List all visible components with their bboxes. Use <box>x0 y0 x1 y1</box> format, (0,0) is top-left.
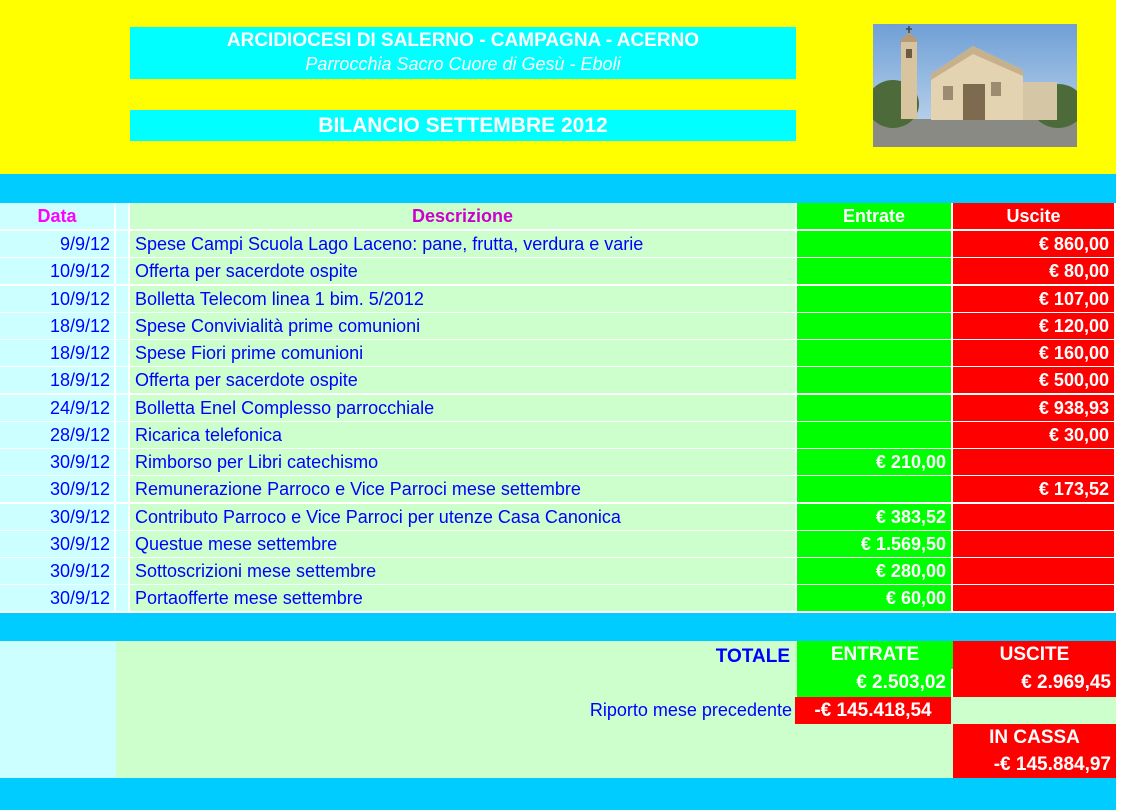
table-row <box>0 231 1116 258</box>
title-box <box>130 27 796 79</box>
row-description: Sottoscrizioni mese settembre <box>130 558 797 585</box>
row-income: € 383,52 <box>797 504 953 531</box>
row-income <box>797 231 953 258</box>
income-total-label: ENTRATE <box>797 641 953 669</box>
row-description: Bolletta Telecom linea 1 bim. 5/2012 <box>130 286 797 313</box>
row-expense <box>953 449 1116 476</box>
row-date: 30/9/12 <box>0 558 116 585</box>
row-description: Contributo Parroco e Vice Parroci per utenze Casa Canonica <box>130 504 797 531</box>
row-income <box>797 422 953 449</box>
table-row <box>0 504 1116 531</box>
table-row <box>0 367 1116 394</box>
spacer-cell <box>116 504 130 531</box>
row-expense <box>953 585 1116 612</box>
cash-value: -€ 145.884,97 <box>953 751 1116 778</box>
row-expense: € 173,52 <box>953 476 1116 503</box>
row-date: 9/9/12 <box>0 231 116 258</box>
table-row <box>0 313 1116 340</box>
row-description: Portaofferte mese settembre <box>130 585 797 612</box>
carry-over-label: Riporto mese precedente <box>589 700 792 720</box>
row-expense: € 860,00 <box>953 231 1116 258</box>
cash-label: IN CASSA <box>953 724 1116 751</box>
table-row <box>0 585 1116 612</box>
spacer-cell <box>116 449 130 476</box>
row-income <box>797 476 953 503</box>
row-income <box>797 340 953 367</box>
expense-total-value: € 2.969,45 <box>953 669 1116 697</box>
row-date: 30/9/12 <box>0 504 116 531</box>
table-row <box>0 558 1116 585</box>
row-description: Spese Fiori prime comunioni <box>130 340 797 367</box>
row-date: 18/9/12 <box>0 313 116 340</box>
row-date: 30/9/12 <box>0 449 116 476</box>
row-description: Offerta per sacerdote ospite <box>130 258 797 285</box>
row-expense: € 938,93 <box>953 395 1116 422</box>
row-description: Offerta per sacerdote ospite <box>130 367 797 394</box>
spacer-cell <box>116 558 130 585</box>
spacer-cell <box>116 585 130 612</box>
spacer-cell <box>116 286 130 313</box>
row-date: 24/9/12 <box>0 395 116 422</box>
spacer-cell <box>116 258 130 285</box>
row-date: 28/9/12 <box>0 422 116 449</box>
row-date: 30/9/12 <box>0 531 116 558</box>
row-expense: € 80,00 <box>953 258 1116 285</box>
row-date: 18/9/12 <box>0 367 116 394</box>
row-income: € 280,00 <box>797 558 953 585</box>
report-title: BILANCIO SETTEMBRE 2012 <box>130 110 796 141</box>
income-total-value: € 2.503,02 <box>797 669 953 697</box>
col-description-header: Descrizione <box>130 203 797 230</box>
table-header-row <box>0 203 1116 230</box>
row-date: 30/9/12 <box>0 476 116 503</box>
row-income <box>797 313 953 340</box>
row-income <box>797 367 953 394</box>
summary-left-area <box>0 641 116 778</box>
row-description: Remunerazione Parroco e Vice Parroci mese settembre <box>130 476 797 503</box>
table-row <box>0 258 1116 285</box>
table-row <box>0 286 1116 313</box>
row-description: Ricarica telefonica <box>130 422 797 449</box>
row-date: 10/9/12 <box>0 286 116 313</box>
row-expense: € 500,00 <box>953 367 1116 394</box>
separator-band-top <box>0 174 1116 203</box>
row-date: 10/9/12 <box>0 258 116 285</box>
spacer-cell <box>116 476 130 503</box>
spacer-cell <box>116 422 130 449</box>
separator-band-bottom <box>0 778 1116 810</box>
col-expense-header: Uscite <box>953 203 1116 230</box>
spacer-cell <box>116 313 130 340</box>
row-description: Spese Campi Scuola Lago Laceno: pane, frutta, verdura e varie <box>130 231 797 258</box>
row-income: € 1.569,50 <box>797 531 953 558</box>
row-income: € 210,00 <box>797 449 953 476</box>
row-description: Questue mese settembre <box>130 531 797 558</box>
row-description: Spese Convivialità prime comunioni <box>130 313 797 340</box>
table-row <box>0 531 1116 558</box>
row-description: Bolletta Enel Complesso parrocchiale <box>130 395 797 422</box>
row-income <box>797 258 953 285</box>
row-expense: € 30,00 <box>953 422 1116 449</box>
spacer-cell <box>116 203 130 230</box>
table-row <box>0 476 1116 503</box>
total-label: TOTALE <box>715 646 790 667</box>
table-row <box>0 422 1116 449</box>
row-income <box>797 286 953 313</box>
row-expense <box>953 558 1116 585</box>
row-description: Rimborso per Libri catechismo <box>130 449 797 476</box>
row-expense: € 120,00 <box>953 313 1116 340</box>
carry-over-value: -€ 145.418,54 <box>795 697 951 724</box>
row-expense: € 160,00 <box>953 340 1116 367</box>
spacer-cell <box>116 340 130 367</box>
separator-band-middle <box>0 613 1116 641</box>
table-row <box>0 340 1116 367</box>
row-expense <box>953 531 1116 558</box>
col-date-header: Data <box>0 203 116 230</box>
spacer-cell <box>116 231 130 258</box>
row-date: 30/9/12 <box>0 585 116 612</box>
table-row <box>0 395 1116 422</box>
table-row <box>0 449 1116 476</box>
row-expense: € 107,00 <box>953 286 1116 313</box>
church-photo <box>873 24 1077 147</box>
diocese-title: ARCIDIOCESI DI SALERNO - CAMPAGNA - ACERNO <box>226 30 700 51</box>
col-income-header: Entrate <box>797 203 953 230</box>
expense-total-label: USCITE <box>953 641 1116 669</box>
row-income: € 60,00 <box>797 585 953 612</box>
row-income <box>797 395 953 422</box>
row-expense <box>953 504 1116 531</box>
spacer-cell <box>116 395 130 422</box>
row-date: 18/9/12 <box>0 340 116 367</box>
parish-subtitle: Parrocchia Sacro Cuore di Gesù - Eboli <box>305 54 621 74</box>
spacer-cell <box>116 367 130 394</box>
spacer-cell <box>116 531 130 558</box>
